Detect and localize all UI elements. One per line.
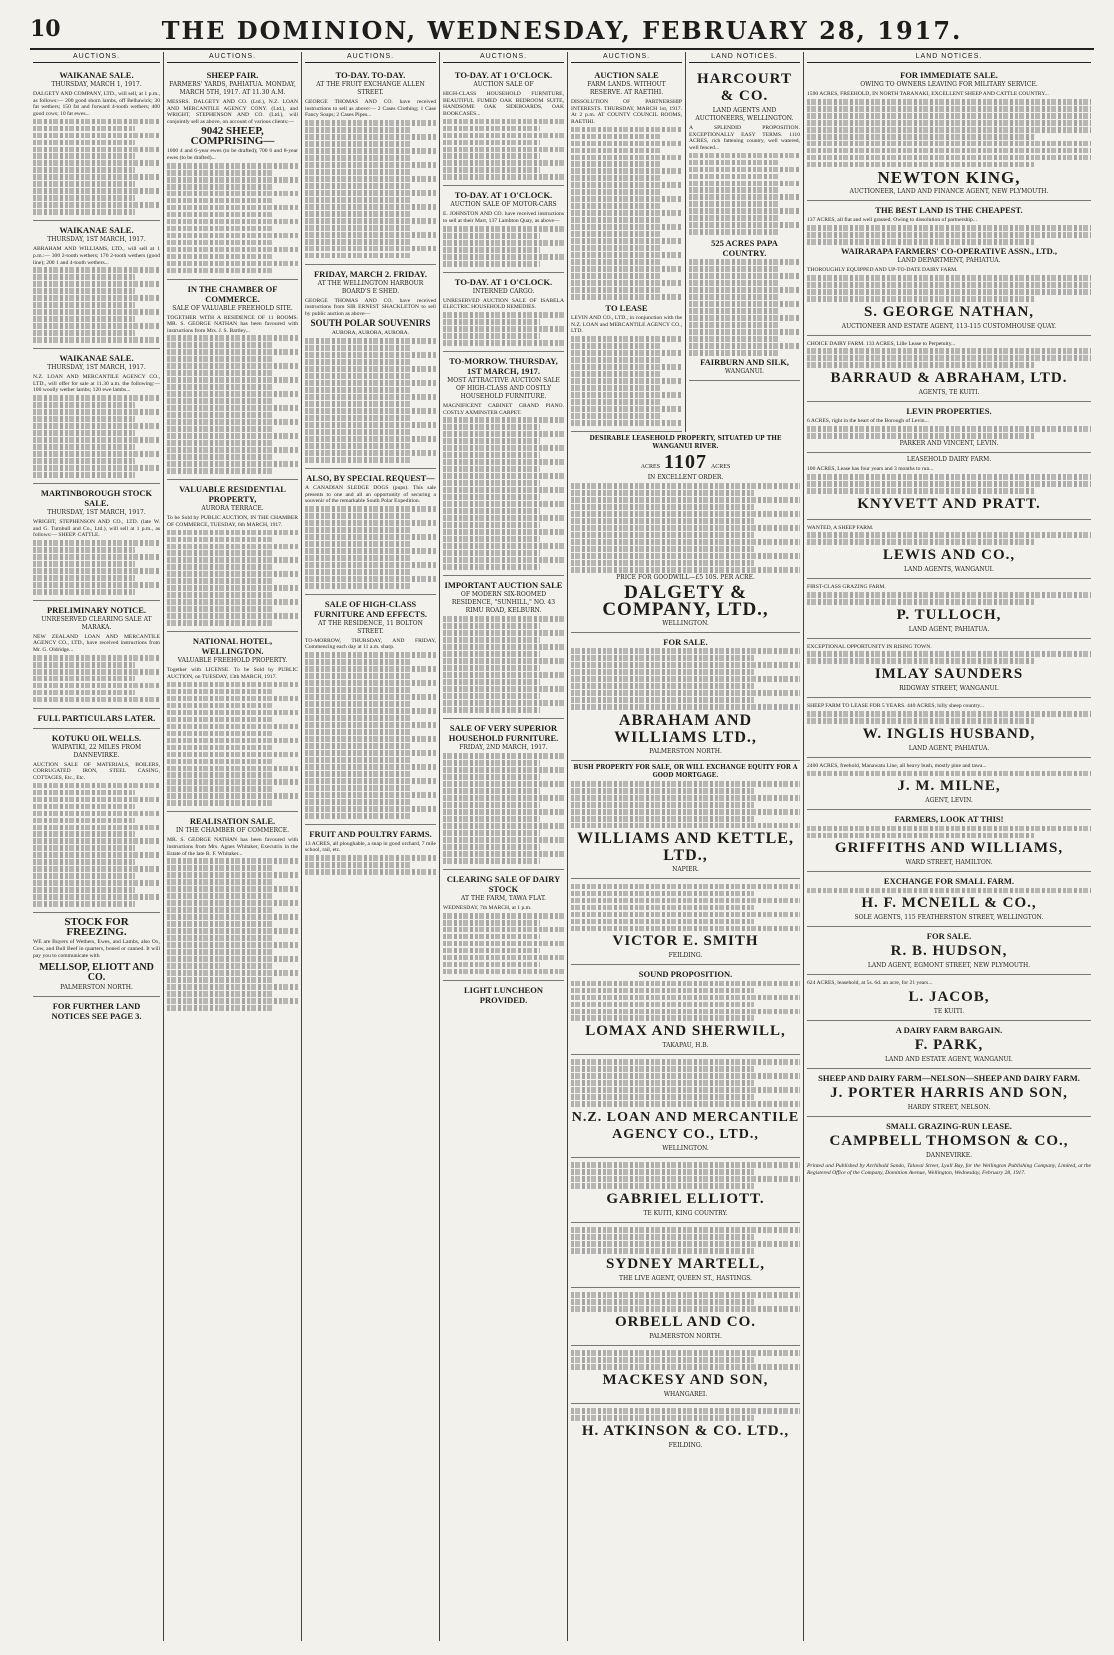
ad-block — [167, 66, 298, 280]
ad-subtitle: LEASEHOLD DAIRY FARM. — [906, 456, 992, 463]
ad-headline: SYDNEY MARTELL, — [606, 1256, 765, 1273]
ad-body: UNRESERVED AUCTION SALE OF ISABELA ELECTRIC HOUSEHOLD REMEDIES. — [443, 297, 564, 311]
ad-subtitle: WHANGAREI. — [663, 1390, 708, 1398]
ad-title: FULL PARTICULARS LATER. — [37, 712, 156, 723]
column-5 — [571, 52, 686, 432]
ad-subtitle: LAND AGENTS AND AUCTIONEERS, WELLINGTON. — [695, 107, 794, 122]
upper-split — [568, 52, 803, 432]
ad-block — [807, 975, 1091, 1021]
ad-subtitle: AURORA TERRACE. — [201, 505, 264, 513]
wanganui-ad — [571, 432, 800, 633]
ad-block — [443, 273, 564, 352]
ad-subtitle: AUCTION SALE OF — [473, 81, 534, 88]
column-heading: AUCTIONS. — [443, 52, 564, 63]
ad-block — [33, 913, 160, 997]
ad-subtitle: WELLINGTON. — [662, 619, 709, 627]
ad-subtitle: FARMERS' YARDS, PAHIATUA. MONDAY, MARCH 5TH, 1917. AT 11.30 A.M. — [169, 81, 296, 96]
ad-headline: VICTOR E. SMITH — [612, 933, 759, 950]
ad-body: 137 ACRES, all flat and well grassed. Owing to dissolution of partnership... — [807, 217, 977, 224]
ad-subtitle: LAND AND ESTATE AGENT, WANGANUI. — [885, 1055, 1013, 1063]
ad-body: GEORGE THOMAS AND CO. have received instructions from SIR ERNEST SHACKLETON to sell by public auction as above— — [305, 297, 436, 317]
ad-block — [33, 997, 160, 1026]
ad-body: A CANADIAN SLEDGE DOGS (pups). This sale presents to one and all an opportunity of securing a souvenir of the remarkable South Polar Expedition. — [305, 484, 436, 505]
column-4 — [440, 52, 568, 1641]
ad-block — [571, 1223, 800, 1288]
ad-title: SHEEP FAIR. — [206, 70, 259, 80]
ad-block — [807, 66, 1091, 201]
ad-headline: KNYVETT AND PRATT. — [857, 495, 1041, 512]
ad-block — [443, 870, 564, 981]
acres-label: ACRES — [640, 463, 661, 470]
ad-title: FARMERS, LOOK AT THIS! — [894, 814, 1004, 825]
ad-title: FAIRBURN AND SILK, — [700, 357, 789, 368]
ad-block — [305, 825, 436, 880]
ad-title: SMALL GRAZING-RUN LEASE. — [886, 1120, 1012, 1131]
ad-block — [167, 480, 298, 632]
ad-headline: MACKESY AND SON, — [602, 1371, 769, 1388]
ad-body: GEORGE THOMAS AND CO. have received instructions to sell as above:— 2 Cases Clothing; 1 Case Fancy Soaps; 2 Cases Pipes... — [305, 99, 436, 119]
ad-subtitle: THE LIVE AGENT, QUEEN ST., HASTINGS. — [619, 1275, 752, 1283]
ad-subtitle: NAPIER. — [672, 866, 699, 874]
ad-subtitle: THURSDAY, 1ST MARCH, 1917. — [47, 236, 146, 244]
ad-body: WRIGHT, STEPHENSON AND CO., LTD. (late W. and G. Turnbull and Co., Ltd.), will sell at 1 p.m., as follows:— SHEEP. CATTLE. — [33, 518, 160, 539]
ad-subtitle: WAIPATIKI, 22 MILES FROM DANNEVIRKE. — [51, 743, 142, 759]
ad-block — [807, 336, 1091, 403]
ad-subtitle: IN THE CHAMBER OF COMMERCE. — [175, 827, 290, 835]
ad-body: DISSOLUTION OF PARTNERSHIP INTERESTS. THURSDAY, MARCH 1st, 1917. At 2 p.m. AT COUNTY COUNCIL ROOMS, RAETIHI. — [571, 99, 682, 125]
ad-block — [807, 639, 1091, 699]
ad-block — [33, 709, 160, 729]
ad-title: AUCTION SALE — [594, 70, 659, 80]
ad-subtitle: TAKAPAU, H.B. — [662, 1042, 709, 1050]
ad-block — [807, 1021, 1091, 1069]
ad-subtitle: THURSDAY, MARCH 1, 1917. — [51, 81, 142, 88]
ad-subtitle: AUCTIONEER, LAND AND FINANCE AGENT, NEW PLYMOUTH. — [849, 188, 1049, 196]
ad-headline: WILLIAMS AND KETTLE, LTD., — [577, 830, 794, 865]
ad-block — [571, 1158, 800, 1223]
ad-body: 6 ACRES, right in the heart of the Borough of Levin... — [807, 418, 929, 425]
ad-subtitle: PARKER AND VINCENT, LEVIN. — [899, 440, 999, 447]
column-heading: LAND NOTICES. — [689, 52, 800, 63]
ad-title: KOTUKU OIL WELLS. — [51, 732, 142, 743]
ad-body: LEVIN AND CO., LTD., in conjunction with the N.Z. LOAN and MERCANTILE AGENCY CO., LTD. — [571, 314, 682, 335]
ad-title: 525 ACRES PAPA COUNTRY. — [711, 238, 778, 259]
ad-headline: BARRAUD & ABRAHAM, LTD. — [830, 370, 1068, 387]
ad-headline: CAMPBELL THOMSON & CO., — [829, 1132, 1069, 1149]
ad-block — [33, 66, 160, 221]
ad-subtitle: AT THE WELLINGTON HARBOUR BOARD'S E SHED. — [317, 279, 424, 295]
ad-block — [305, 469, 436, 595]
ad-title: ALSO, BY SPECIAL REQUEST— — [306, 472, 435, 483]
ad-block — [571, 879, 800, 965]
ad-body: AUCTION SALE OF MATERIALS, BOILERS, CORRUGATED IRON, STEEL CASING, COTTAGES, Etc., Etc. — [33, 761, 160, 781]
ad-title: MARTINBOROUGH STOCK SALE. — [40, 487, 153, 508]
ad-block — [571, 761, 800, 880]
ad-block — [305, 66, 436, 265]
ad-title: SOUND PROPOSITION. — [638, 969, 733, 980]
ad-body: SHEEP FARM TO LEASE FOR 5 YEARS. 440 ACRES, hilly sheep country... — [807, 703, 984, 710]
ad-title: SOUTH POLAR SOUVENIRS — [310, 318, 431, 329]
ad-title: SALE OF HIGH-CLASS FURNITURE AND EFFECTS. — [313, 598, 428, 619]
ad-subtitle: PALMERSTON NORTH. — [649, 1333, 722, 1340]
ad-subtitle: SALE OF VALUABLE FREEHOLD SITE. — [172, 304, 293, 312]
ad-body: FIRST-CLASS GRAZING FARM. — [807, 584, 886, 591]
ad-block — [571, 66, 682, 432]
ad-title: TO-MORROW. THURSDAY, 1ST MARCH, 1917. — [449, 356, 558, 376]
ad-body: 624 ACRES, leasehold, at 5s. 6d. an acre, for 21 years... — [807, 980, 933, 987]
ad-subtitle: MOST ATTRACTIVE AUCTION SALE OF HIGH-CLASS AND COSTLY HOUSEHOLD FURNITURE. — [447, 377, 560, 400]
ad-headline: L. JACOB, — [908, 988, 990, 1005]
ad-headline: GRIFFITHS AND WILLIAMS, — [834, 840, 1064, 857]
ad-block — [807, 520, 1091, 580]
acres-label: ACRES — [710, 463, 731, 470]
ad-title: LEVIN PROPERTIES. — [906, 406, 992, 417]
ad-subtitle: WANGANUI. — [724, 368, 765, 376]
ad-title: FRUIT AND POULTRY FARMS. — [309, 828, 432, 839]
ad-block — [807, 758, 1091, 811]
masthead — [30, 14, 1094, 50]
ad-block — [167, 632, 298, 812]
ad-body: 100 ACRES, Lease has four years and 3 months to run... — [807, 466, 934, 472]
ad-subtitle: AGENTS, TE KUITI. — [918, 389, 980, 397]
ad-title: FOR SALE. — [663, 636, 708, 647]
ad-title: THE BEST LAND IS THE CHEAPEST. — [875, 205, 1023, 216]
ad-headline: S. GEORGE NATHAN, — [863, 303, 1035, 320]
ad-title: 9042 SHEEP, COMPRISING— — [190, 125, 275, 148]
ad-subtitle: TE KUITI, KING COUNTRY. — [643, 1210, 728, 1218]
ad-block — [443, 981, 564, 1010]
ad-block — [167, 280, 298, 481]
ad-block — [807, 201, 1091, 335]
column-heading: AUCTIONS. — [305, 52, 436, 63]
column-6 — [689, 52, 800, 432]
wide-ads — [568, 432, 803, 1454]
ad-title: WAIRARAPA FARMERS' CO-OPERATIVE ASSN., LTD., — [841, 246, 1057, 257]
ad-body: WE are Buyers of Wethers, Ewes, and Lambs, also Ox, Cow, and Bull Beef in quarters, boned or canned. It will pay you to communicate with — [33, 939, 160, 959]
ad-headline: H. F. MCNEILL & CO., — [861, 895, 1037, 912]
ad-subtitle: LAND AGENTS, WANGANUI. — [904, 566, 994, 574]
ad-block — [167, 812, 298, 1016]
column-1 — [30, 52, 164, 1641]
ad-block — [807, 872, 1091, 927]
ad-headline: NEWTON KING, — [877, 168, 1021, 188]
ad-subtitle: PALMERSTON NORTH. — [60, 984, 133, 992]
ad-body: A SPLENDID PROPOSITION. EXCEPTIONALLY EASY TERMS. 1110 ACRES, rich fattening country, well watered, well fenced... — [689, 125, 800, 151]
ad-block — [33, 349, 160, 484]
ad-title: A DAIRY FARM BARGAIN. — [895, 1024, 1003, 1035]
ad-block — [443, 66, 564, 186]
ad-block — [807, 453, 1091, 520]
ad-headline: P. TULLOCH, — [896, 606, 1002, 623]
ad-price: PRICE FOR GOODWILL—£5 10S. PER ACRE. — [616, 573, 755, 581]
ad-subtitle: AT THE FRUIT EXCHANGE ALLEN STREET. — [316, 81, 425, 96]
column-7 — [804, 52, 1094, 1641]
ad-subtitle: OF MODERN SIX-ROOMED RESIDENCE, "SUNHILL," NO. 43 RIMU ROAD, KELBURN. — [451, 591, 556, 615]
ad-block — [689, 66, 800, 381]
ad-block — [305, 595, 436, 825]
ad-block — [807, 402, 1091, 453]
ad-body: HIGH-CLASS HOUSEHOLD FURNITURE, BEAUTIFUL FUMED OAK BEDROOM SUITE, HANDSOME OAK SIDEBOARDS, OAK BOOKCASES... — [443, 91, 564, 117]
ad-subtitle: THURSDAY, 1ST MARCH, 1917. — [47, 508, 146, 516]
ad-block — [571, 965, 800, 1055]
ad-title: CLEARING SALE OF DAIRY STOCK — [446, 873, 561, 894]
ad-title: TO LEASE — [605, 302, 648, 313]
ad-headline: J. PORTER HARRIS AND SON, — [830, 1084, 1068, 1101]
ad-block — [33, 601, 160, 709]
ad-subtitle: AT THE RESIDENCE, 11 BOLTON STREET. — [318, 619, 423, 635]
ad-subtitle: LAND AGENT, PAHIATUA. — [908, 744, 990, 752]
ad-title: TO-DAY. TO-DAY. — [335, 70, 406, 80]
ad-subtitle: LAND DEPARTMENT, PAHIATUA. — [897, 257, 1001, 265]
ad-subtitle: INTERNED CARGO. — [472, 287, 535, 295]
ad-body: THOROUGHLY EQUIPPED AND UP-TO-DATE DAIRY FARM. — [807, 267, 958, 274]
ad-headline: IMLAY SAUNDERS — [874, 666, 1024, 683]
ad-headline: DALGETY & COMPANY, LTD., — [602, 581, 769, 620]
ad-title: WAIKANAE SALE. — [59, 353, 134, 364]
ad-title: PRELIMINARY NOTICE. — [46, 604, 147, 615]
ad-headline: R. B. HUDSON, — [890, 943, 1008, 960]
ad-headline: LEWIS AND CO., — [882, 547, 1016, 564]
acres-number: 1107 — [664, 450, 707, 473]
ad-block — [807, 579, 1091, 639]
ad-block — [571, 633, 800, 761]
ad-body: EXCEPTIONAL OPPORTUNITY IN RISING TOWN. — [807, 643, 932, 650]
ad-subtitle: SOLE AGENTS, 115 FEATHERSTON STREET, WELLINGTON. — [854, 914, 1044, 922]
ad-block — [305, 265, 436, 469]
ad-title: TO-DAY. AT 1 O'CLOCK. — [454, 276, 553, 287]
ad-body: 2400 ACRES, freehold, Manawatu Line, all heavy bush, mostly pine and tawa... — [807, 762, 987, 769]
acres-figure — [571, 451, 800, 474]
ad-block — [33, 729, 160, 914]
ad-title: FOR SALE. — [926, 931, 972, 942]
ad-body: TOGETHER WITH A RESIDENCE OF 11 ROOMS. MR. S. GEORGE NATHAN has been favoured with instructions from Mrs. J. S. Bartley... — [167, 314, 298, 334]
ad-subtitle: OWING TO OWNERS LEAVING FOR MILITARY SERVICE. — [860, 81, 1038, 88]
ad-title: NATIONAL HOTEL, WELLINGTON. — [192, 636, 273, 657]
ad-block — [443, 186, 564, 272]
ad-title: FOR IMMEDIATE SALE. — [900, 70, 998, 80]
ad-subtitle: FEILDING. — [668, 952, 703, 960]
page-number: 10 — [30, 16, 61, 42]
ad-block — [443, 576, 564, 719]
ad-block — [33, 484, 160, 601]
ad-body: MR. S. GEORGE NATHAN has been favoured with instructions from Mrs. Agnes Whitaker, Executrix in the Estate of the late R. F. Whitaker... — [167, 837, 298, 857]
ad-block — [33, 221, 160, 349]
printer-imprint: Printed and Published by Archibald Sando, Talavai Street, Lyall Bay, for the Wellington Publishing Company, Limited, at the Registered Office of the Company, Dominion Avenue, Wellington, Wednesday, February 28, 1917. — [807, 1162, 1091, 1176]
ad-body: WANTED, A SHEEP FARM. — [807, 524, 874, 531]
ad-title: EXCHANGE FOR SMALL FARM. — [883, 876, 1015, 887]
ad-headline: N.Z. LOAN AND MERCANTILE AGENCY CO., LTD., — [571, 1110, 800, 1143]
column-heading: LAND NOTICES. — [807, 52, 1091, 63]
ad-title: SALE OF VERY SUPERIOR HOUSEHOLD FURNITURE. — [448, 723, 559, 743]
ad-title: FRIDAY, MARCH 2. FRIDAY. — [313, 268, 428, 279]
ad-body: MESSRS. DALGETY AND CO. (Ltd.), N.Z. LOAN AND MERCANTILE AGENCY CONY. (Ltd.), and WRIGHT, STEPHENSON AND CO. (Ltd.), will conjointly sell as above, on account of various clients:— — [167, 99, 298, 125]
ad-body: 1000 4 and 6-year ewes (to be drafted); 700 6 and 8-year ewes (to be drafted)... — [167, 148, 298, 161]
ad-headline: ORBELL AND CO. — [614, 1314, 757, 1330]
ad-title: LIGHT LUNCHEON PROVIDED. — [464, 984, 543, 1005]
ad-title: IN THE CHAMBER OF COMMERCE. — [187, 283, 278, 304]
ad-title: STOCK FOR FREEZING. — [64, 916, 129, 939]
ad-body: AURORA, AURORA, AURORA. — [331, 330, 410, 337]
ad-body: ABRAHAM AND WILLIAMS, LTD., will sell at 1 p.m.:— 300 2-tooth wethers; 170 2-tooth wethers (good line); 200 1 and 4-tooth wethers... — [33, 246, 160, 266]
ad-block — [571, 1346, 800, 1404]
ad-headline: W. INGLIS HUSBAND, — [862, 725, 1036, 742]
ad-headline: HARCOURT & CO. — [697, 71, 792, 104]
column-heading: AUCTIONS. — [571, 52, 682, 63]
ad-headline: F. PARK, — [914, 1036, 984, 1053]
ad-title: IMPORTANT AUCTION SALE — [444, 580, 563, 591]
ad-subtitle: RIDGWAY STREET, WANGANUI. — [899, 685, 999, 693]
ad-block — [571, 1055, 800, 1158]
ad-body: DALGETY AND COMPANY, LTD., will sell, at 1 p.m., as follows:— 200 good shorn lambs, off Belhawick; 30 fat wethers; 150 fat and forward 4-tooth wethers; 400 good cows; 10 fat ewes... — [33, 91, 160, 117]
ad-body: NEW ZEALAND LOAN AND MERCANTILE AGENCY CO., LTD., have received instructions from Mr. G. Oldridge... — [33, 633, 160, 653]
ad-subtitle: AUCTION SALE OF MOTOR-CARS — [450, 201, 557, 209]
newspaper-title: THE DOMINION, WEDNESDAY, FEBRUARY 28, 1917. — [161, 16, 963, 45]
ad-title: REALISATION SALE. — [189, 816, 276, 827]
ad-subtitle: UNRESERVED CLEARING SALE AT MARAKA. — [41, 615, 152, 631]
ad-subtitle: WARD STREET, HAMILTON. — [905, 859, 993, 867]
ad-subtitle: IN EXCELLENT ORDER. — [647, 473, 724, 481]
column-heading: AUCTIONS. — [167, 52, 298, 63]
ad-block — [807, 810, 1091, 872]
ad-subtitle: AUCTIONEER AND ESTATE AGENT, 113-115 CUSTOMHOUSE QUAY. — [841, 322, 1057, 330]
column-2 — [164, 52, 302, 1641]
ad-body: TO-MORROW, THURSDAY, AND FRIDAY, Commencing each day at 11 a.m. sharp. — [305, 637, 436, 651]
ad-title: TO-DAY. AT 1 O'CLOCK. — [454, 70, 553, 80]
ad-body: N.Z. LOAN AND MERCANTILE AGENCY CO., LTD., will offer for sale at 11.30 a.m. the following:— 100 woolly wether lambs; 120 ewe lambs... — [33, 374, 160, 394]
ad-subtitle: WELLINGTON. — [662, 1145, 709, 1153]
ad-body: To be Sold by PUBLIC AUCTION, IN THE CHAMBER OF COMMERCE, TUESDAY, 6th MARCH, 1917. — [167, 515, 298, 528]
ad-body: Together with LICENSE. To be Sold by PUBLIC AUCTION, on TUESDAY, 13th MARCH, 1917. — [167, 667, 298, 680]
ad-title: VALUABLE RESIDENTIAL PROPERTY, — [179, 484, 286, 505]
ad-block — [807, 1117, 1091, 1180]
ad-title: WAIKANAE SALE. — [59, 70, 134, 80]
ad-title: WAIKANAE SALE. — [59, 225, 134, 236]
ad-subtitle: PALMERSTON NORTH. — [649, 747, 722, 755]
ad-heading: DESIRABLE LEASEHOLD PROPERTY, SITUATED UP THE WANGANUI RIVER. — [589, 434, 782, 450]
ad-title: MELLSOP, ELIOTT AND CO. — [39, 962, 154, 984]
ad-subtitle: THURSDAY, 1ST MARCH, 1917. — [47, 364, 146, 372]
ad-subtitle: LAND AGENT, PAHIATUA. — [908, 625, 990, 633]
ad-subtitle: TE KUITI. — [933, 1007, 965, 1015]
ad-block — [807, 698, 1091, 758]
ad-subtitle: LAND AGENT, EGMONT STREET, NEW PLYMOUTH. — [867, 962, 1031, 970]
ad-block — [443, 352, 564, 576]
ad-headline: ABRAHAM AND WILLIAMS LTD., — [614, 711, 757, 746]
ad-block — [571, 1288, 800, 1346]
column-heading: AUCTIONS. — [33, 52, 160, 63]
ad-subtitle: FEILDING. — [668, 1441, 703, 1449]
ad-block — [571, 1404, 800, 1454]
ad-body: WEDNESDAY, 7th MARCH, at 1 p.m. — [443, 904, 532, 911]
columns-area — [30, 52, 1094, 1641]
ad-subtitle: VALUABLE FREEHOLD PROPERTY. — [177, 657, 288, 665]
ad-subtitle: DANNEVIRKE. — [925, 1151, 972, 1159]
ad-heading: BUSH PROPERTY FOR SALE, OR WILL EXCHANGE EQUITY FOR A GOOD MORTGAGE. — [573, 763, 798, 779]
ad-headline: H. ATKINSON & CO. LTD., — [581, 1422, 790, 1439]
ad-subtitle: AT THE FARM, TAWA FLAT. — [461, 894, 546, 902]
ad-headline: GABRIEL ELLIOTT. — [606, 1191, 765, 1208]
ad-block — [443, 719, 564, 870]
ad-block — [807, 927, 1091, 975]
ad-title: SHEEP AND DAIRY FARM—NELSON—SHEEP AND DAIRY FARM. — [818, 1072, 1080, 1083]
ad-body: 13 ACRES, all ploughable, a snap in good orchard, 7 mile school, rail, etc. — [305, 840, 436, 854]
ad-body: MAGNIFICENT CABINET GRAND PIANO. COSTLY AXMINSTER CARPET. — [443, 403, 564, 416]
ad-subtitle: HARDY STREET, NELSON. — [907, 1103, 991, 1111]
wide-area — [568, 52, 804, 1641]
ad-body: 1590 ACRES, FREEHOLD, IN NORTH TARANAKI, EXCELLENT SHEEP AND CATTLE COUNTRY... — [807, 91, 1049, 97]
ad-subtitle: FARM LANDS. WITHOUT RESERVE. AT RAETIHI. — [587, 81, 666, 96]
ad-subtitle: FRIDAY, 2ND MARCH, 1917. — [459, 744, 548, 751]
column-3 — [302, 52, 440, 1641]
ad-subtitle: AGENT, LEVIN. — [925, 797, 973, 805]
ad-block — [807, 1069, 1091, 1117]
ad-title: TO-DAY. AT 1 O'CLOCK. — [454, 190, 553, 201]
ad-headline: LOMAX AND SHERWILL, — [585, 1023, 786, 1040]
ad-body: E. JOHNSTON AND CO. have received instructions to sell at their Mart, 137 Lambton Quay, as above— — [443, 211, 564, 225]
ad-headline: J. M. MILNE, — [897, 778, 1001, 795]
ad-title: FOR FURTHER LAND NOTICES SEE PAGE 3. — [51, 1001, 142, 1022]
ad-body: CHOICE DAIRY FARM. 133 ACRES, Lille Lease to Perpetuity... — [807, 340, 956, 347]
